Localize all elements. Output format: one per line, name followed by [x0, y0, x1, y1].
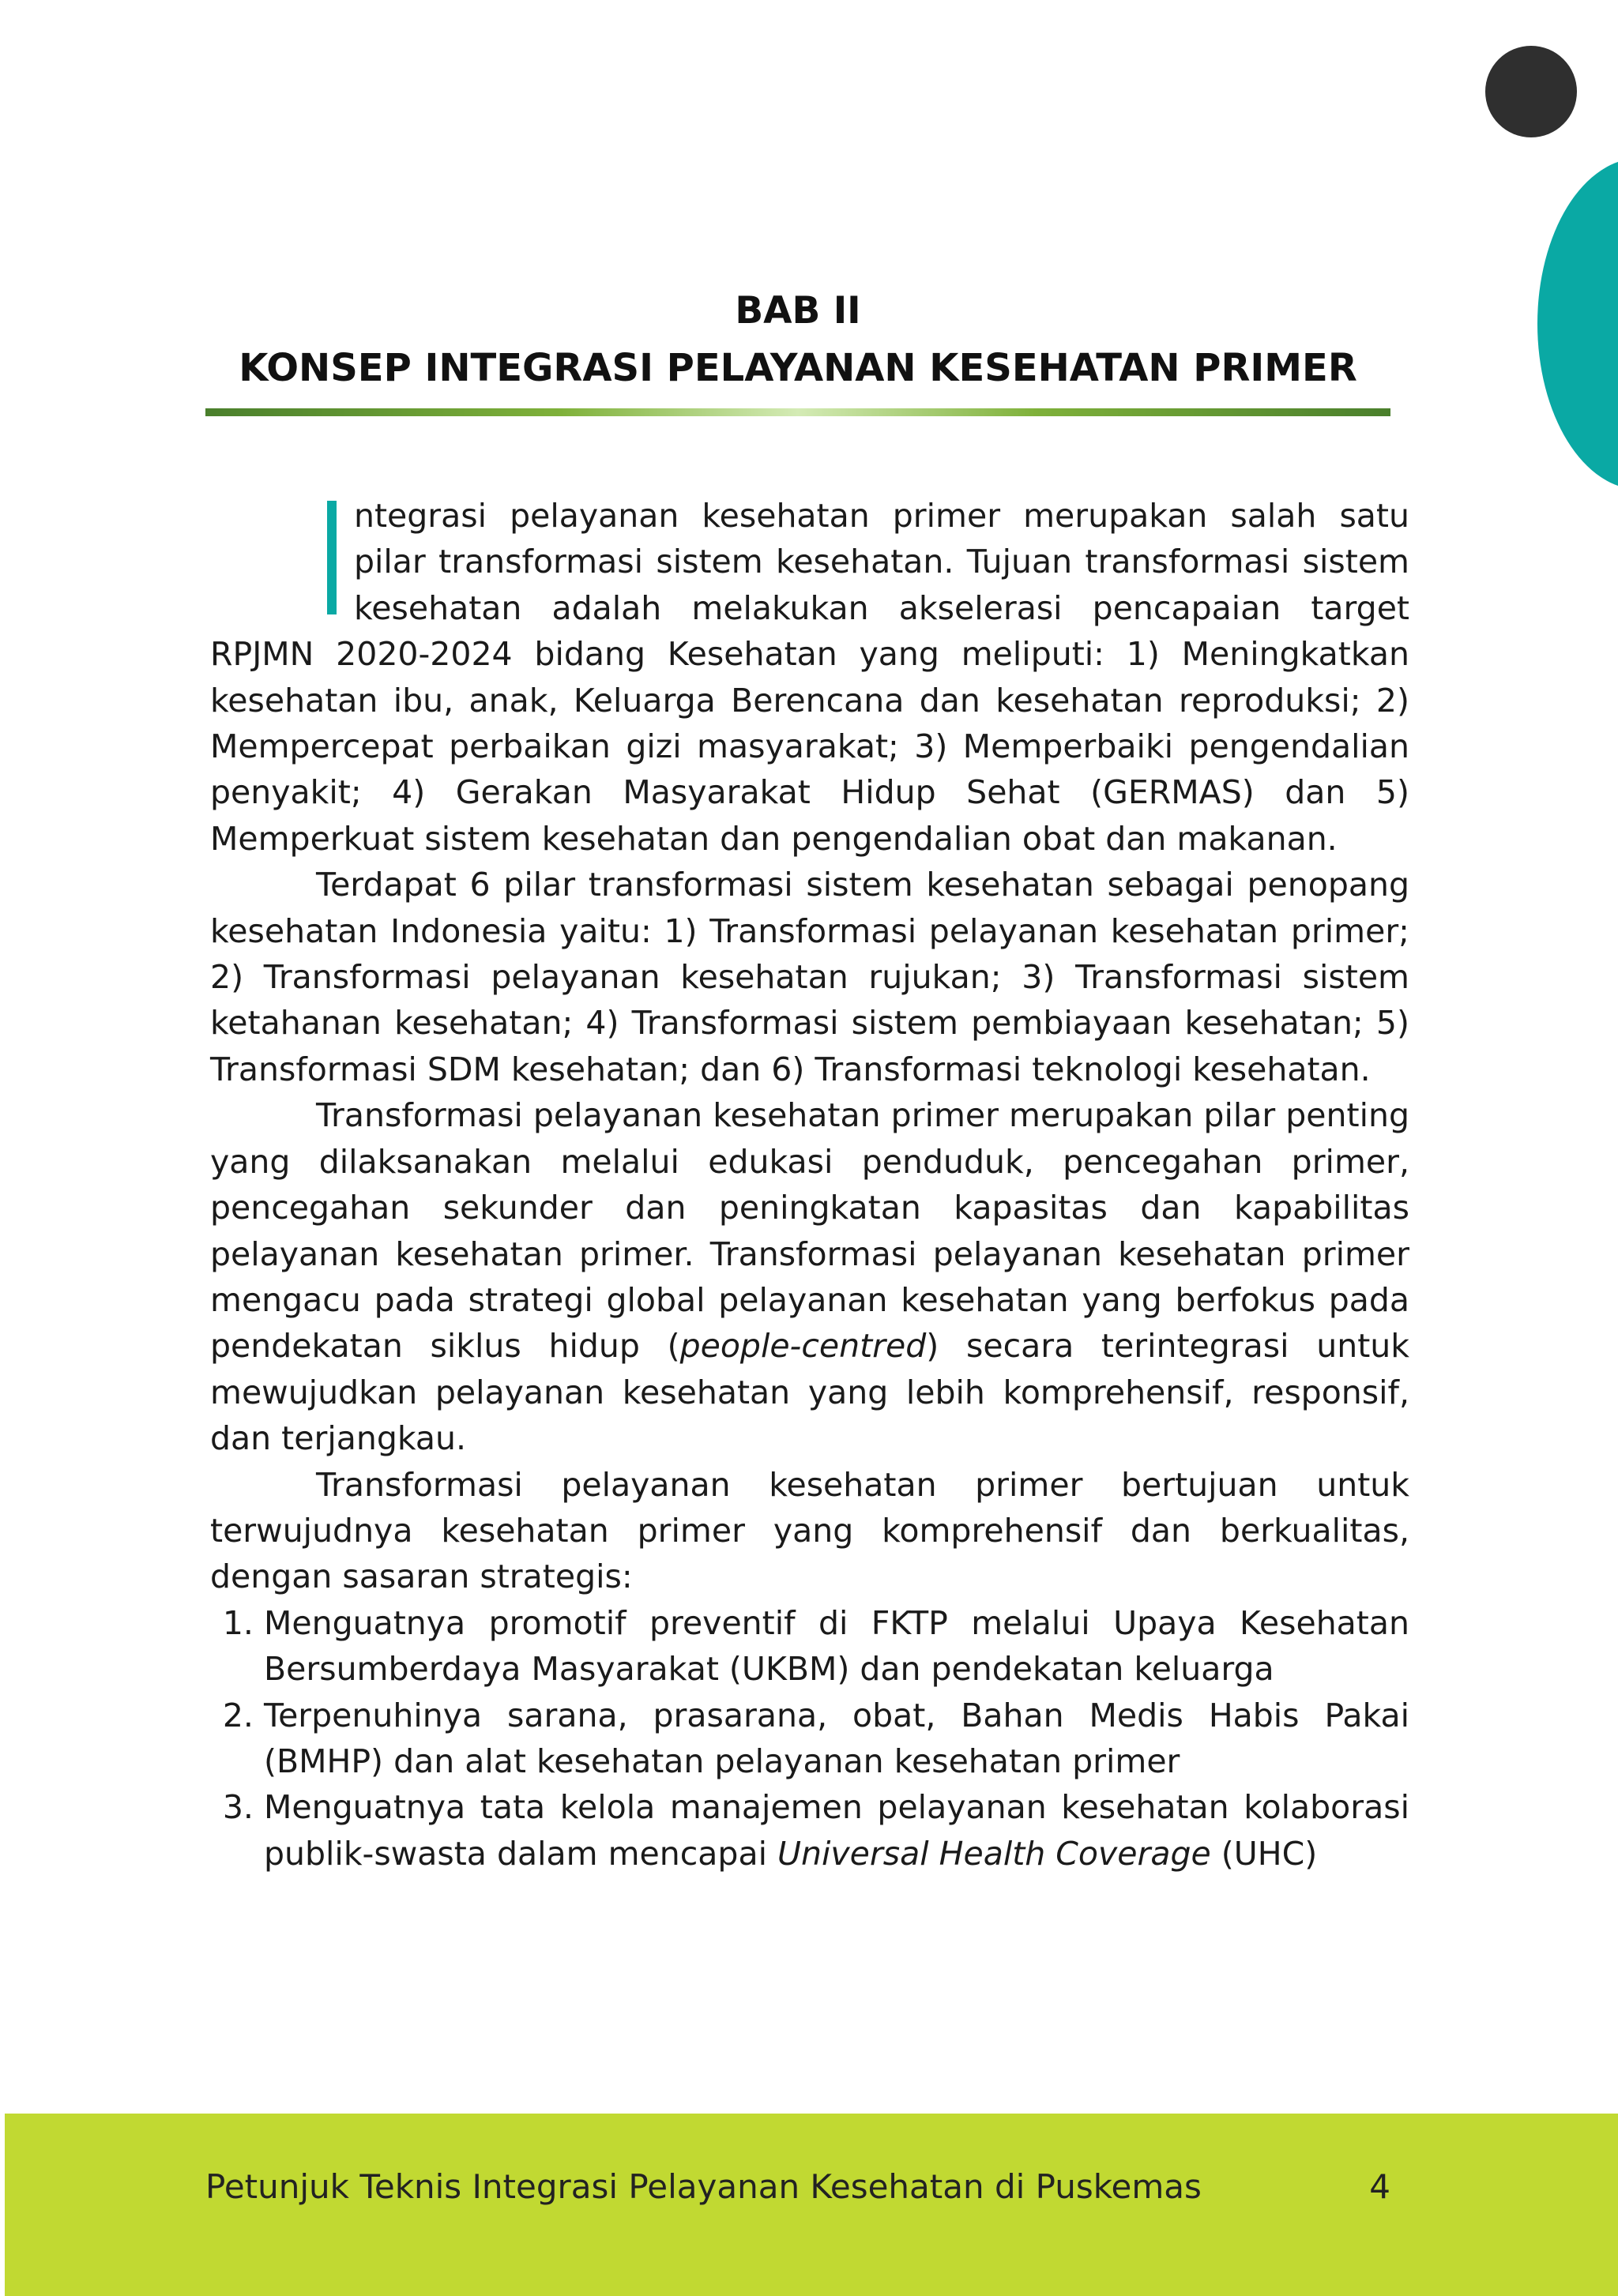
- chapter-title: KONSEP INTEGRASI PELAYANAN KESEHATAN PRIMER: [239, 346, 1357, 390]
- dropcap-bar: [327, 501, 337, 614]
- list-item: 1. Menguatnya promotif preventif di FKTP melalui Upaya Kesehatan Bersumberdaya Masyarakat (UKBM) dan pendekatan keluarga: [264, 1600, 1409, 1693]
- paragraph-intro: ntegrasi pelayanan kesehatan primer merupakan salah satu pilar transformasi sistem kesehatan. Tujuan transformasi sistem kesehatan adalah melakukan akselerasi pencapaian target RPJMN 2020-2024 bidang Kesehatan yang meliputi: 1) Meningkatkan kesehatan ibu, anak, Keluarga Berencana dan kesehatan reproduksi; 2) Mempercepat perbaikan gizi masyarakat; 3) Memperbaiki pengendalian penyakit; 4) Gerakan Masyarakat Hidup Sehat (GERMAS) dan 5) Memperkuat sistem kesehatan dan pengendalian obat dan makanan.: [210, 497, 1409, 858]
- strategy-list: [210, 1600, 1409, 1877]
- footer-title: Petunjuk Teknis Integrasi Pelayanan Kesehatan di Puskemas: [205, 2167, 1202, 2206]
- decorative-teal-shape: [1537, 158, 1618, 490]
- paragraph-primary-care: Transformasi pelayanan kesehatan primer merupakan pilar penting yang dilaksanakan melalui edukasi penduduk, pencegahan primer, pencegahan sekunder dan peningkatan kapasitas dan kapabilitas pelayanan kesehatan primer. Transformasi pelayanan kesehatan primer mengacu pada strategi global pelayanan kesehatan yang berfokus pada pendekatan siklus hidup (people-centred) secara terintegrasi untuk mewujudkan pelayanan kesehatan yang lebih komprehensif, responsif, dan terjangkau.: [210, 1096, 1409, 1458]
- paragraph-pillars: Terdapat 6 pilar transformasi sistem kesehatan sebagai penopang kesehatan Indonesia yaitu: 1) Transformasi pelayanan kesehatan primer; 2) Transformasi pelayanan kesehatan rujukan; 3) Transformasi sistem ketahanan kesehatan; 4) Transformasi sistem pembiayaan kesehatan; 5) Transformasi SDM kesehatan; dan 6) Transformasi teknologi kesehatan.: [210, 866, 1409, 1088]
- paragraph-goals: Transformasi pelayanan kesehatan primer bertujuan untuk terwujudnya kesehatan primer yang komprehensif dan berkualitas, dengan sasaran strategis:: [210, 1465, 1409, 1596]
- chapter-number: BAB II: [735, 289, 861, 333]
- heading-rule: [205, 408, 1390, 416]
- body-text: [210, 493, 1409, 1877]
- list-item: 3. Menguatnya tata kelola manajemen pelayanan kesehatan kolaborasi publik-swasta dalam mencapai Universal Health Coverage (UHC): [264, 1784, 1409, 1877]
- chapter-heading: [205, 283, 1390, 396]
- page-number: 4: [1369, 2167, 1390, 2206]
- decorative-dark-circle: [1485, 46, 1577, 137]
- list-item: 2. Terpenuhinya sarana, prasarana, obat, Bahan Medis Habis Pakai (BMHP) dan alat kesehatan pelayanan kesehatan primer: [264, 1693, 1409, 1785]
